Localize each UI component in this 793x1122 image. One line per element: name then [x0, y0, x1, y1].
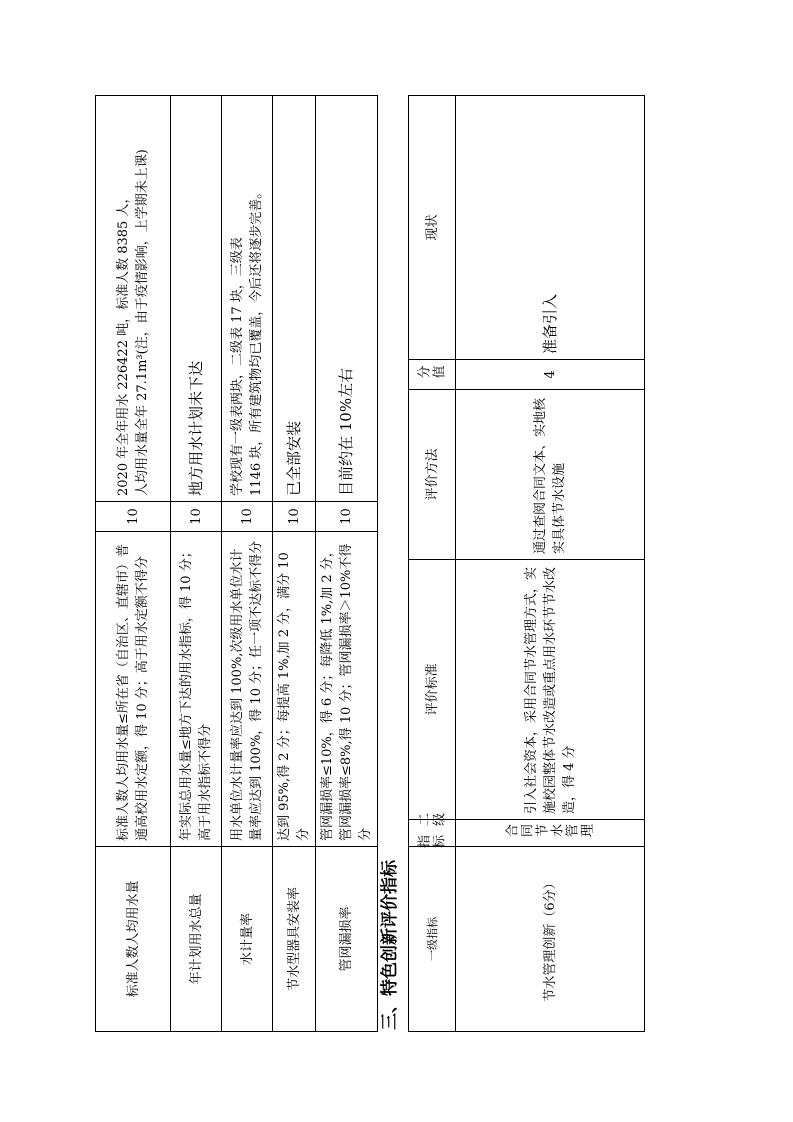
score-cell: 10 [222, 502, 273, 532]
table-row [273, 96, 316, 1032]
level1-cell: 节水管理创新（6分） [456, 847, 645, 1032]
status-cell: 准备引入 [456, 96, 645, 360]
table-row [222, 96, 273, 1032]
criteria-cell: 标准人数人均用水量≤所在省（自治区、直辖市）普通高校用水定额，得 10 分；高于用水定额不得分 [96, 532, 171, 847]
level2-cell: 合同节水管理 [456, 820, 645, 847]
status-cell: 地方用水计划未下达 [171, 96, 222, 502]
indicator-cell: 水计量率 [222, 847, 273, 1032]
table-header-row [409, 96, 456, 1032]
score-cell: 10 [273, 502, 316, 532]
score-cell: 4 [456, 360, 645, 390]
indicator-cell: 管网漏损率 [316, 847, 378, 1032]
water-indicator-table [95, 95, 378, 1032]
status-cell: 目前约在 10%左右 [316, 96, 378, 502]
table-row [316, 96, 378, 1032]
criteria-cell: 用水单位水计量率应达到 100%,次级用水单位水计量率应达到 100%，得 10 分；任一项不达标不得分 [222, 532, 273, 847]
indicator-cell: 标准人数人均用水量 [96, 847, 171, 1032]
score-cell: 10 [171, 502, 222, 532]
criteria-cell: 年实际总用水量≤地方下达的用水指标，得 10 分；高于用水指标不得分 [171, 532, 222, 847]
status-cell [222, 96, 273, 502]
header-level2: 二级指标 [409, 820, 456, 847]
header-criteria: 评价标准 [409, 560, 456, 820]
indicator-cell: 节水型器具安装率 [273, 847, 316, 1032]
criteria-cell: 引入社会资本，采用合同节水管理方式，实施校园整体节水改造或重点用水环节节水改造，得 4 分 [456, 560, 645, 820]
innovation-indicator-table [408, 95, 645, 1032]
indicator-cell: 年计划用水总量 [171, 847, 222, 1032]
header-score: 分值 [409, 360, 456, 390]
status-line: 学校现有一级表两块，二级表 17 块，三级表 [230, 237, 245, 496]
header-status: 现状 [409, 96, 456, 360]
header-level1: 一级指标 [409, 847, 456, 1032]
section-title: 三、特色创新评价指标 [380, 860, 400, 1030]
table-row [171, 96, 222, 1032]
status-cell [96, 96, 171, 502]
criteria-cell: 达到 95%,得 2 分；每提高 1%,加 2 分，满分 10 分 [273, 532, 316, 847]
status-line: 1146 块，所有建筑物均已覆盖，今后还将逐步完善。 [249, 185, 264, 496]
criteria-cell: 管网漏损率≤10%，得 6 分；每降低 1%,加 2 分，管网漏损率≤8%,得 10 分；管网漏损率＞10%不得分 [316, 532, 378, 847]
status-line: 人均用水量全年 27.1m³(注，由于疫情影响，上学期未上课) [135, 149, 150, 496]
status-cell: 已全部安装 [273, 96, 316, 502]
score-cell: 10 [316, 502, 378, 532]
status-line: 2020 年全年用水 226422 吨，标准人数 8385 人， [116, 190, 131, 496]
table-row [96, 96, 171, 1032]
header-method: 评价方法 [409, 390, 456, 560]
score-cell: 10 [96, 502, 171, 532]
method-cell: 通过查阅合同文本、实地核实具体节水设施 [456, 390, 645, 560]
table-row [456, 96, 645, 1032]
